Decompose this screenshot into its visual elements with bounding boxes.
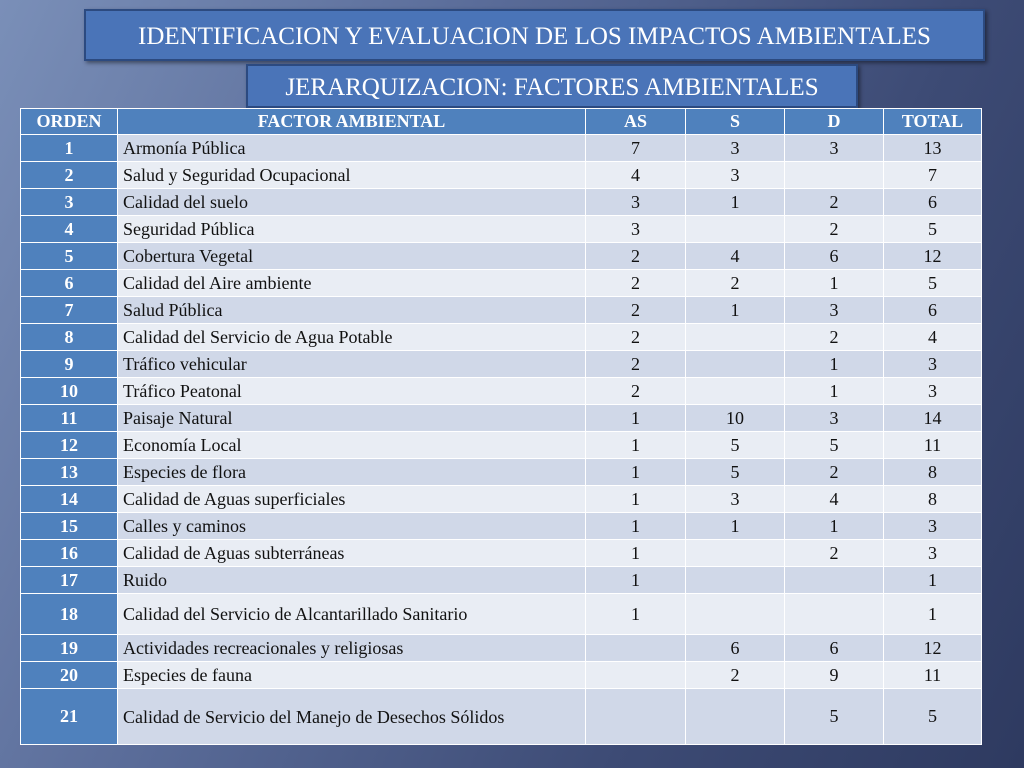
cell-d [785, 162, 884, 189]
cell-factor: Cobertura Vegetal [118, 243, 586, 270]
cell-factor: Calidad de Aguas subterráneas [118, 540, 586, 567]
cell-s [686, 378, 785, 405]
cell-orden: 10 [21, 378, 118, 405]
cell-as: 1 [586, 513, 686, 540]
cell-factor: Ruido [118, 567, 586, 594]
cell-orden: 19 [21, 635, 118, 662]
cell-orden: 6 [21, 270, 118, 297]
cell-total: 11 [884, 432, 982, 459]
cell-factor: Especies de fauna [118, 662, 586, 689]
table-row [21, 594, 982, 635]
cell-as: 1 [586, 594, 686, 635]
header-orden: ORDEN [21, 109, 118, 135]
cell-as [586, 689, 686, 745]
cell-total: 5 [884, 270, 982, 297]
cell-total: 13 [884, 135, 982, 162]
cell-orden: 2 [21, 162, 118, 189]
cell-total: 3 [884, 540, 982, 567]
cell-d: 4 [785, 486, 884, 513]
cell-factor: Salud y Seguridad Ocupacional [118, 162, 586, 189]
table-row [21, 662, 982, 689]
slide-subtitle: JERARQUIZACION: FACTORES AMBIENTALES [246, 64, 858, 108]
cell-d: 3 [785, 405, 884, 432]
cell-as: 1 [586, 567, 686, 594]
cell-s: 4 [686, 243, 785, 270]
cell-orden: 15 [21, 513, 118, 540]
cell-total: 6 [884, 189, 982, 216]
cell-d: 1 [785, 378, 884, 405]
cell-as: 1 [586, 540, 686, 567]
cell-orden: 4 [21, 216, 118, 243]
cell-d: 6 [785, 243, 884, 270]
cell-factor: Calidad del suelo [118, 189, 586, 216]
cell-factor: Especies de flora [118, 459, 586, 486]
cell-orden: 13 [21, 459, 118, 486]
cell-d: 2 [785, 540, 884, 567]
cell-d: 9 [785, 662, 884, 689]
cell-d: 3 [785, 297, 884, 324]
cell-orden: 16 [21, 540, 118, 567]
cell-orden: 12 [21, 432, 118, 459]
cell-factor: Calles y caminos [118, 513, 586, 540]
cell-as: 1 [586, 459, 686, 486]
cell-s: 1 [686, 513, 785, 540]
cell-as: 2 [586, 324, 686, 351]
cell-as: 2 [586, 243, 686, 270]
cell-total: 4 [884, 324, 982, 351]
cell-d: 5 [785, 432, 884, 459]
cell-d: 3 [785, 135, 884, 162]
table-row [21, 513, 982, 540]
table-row [21, 459, 982, 486]
header-factor-ambiental: FACTOR AMBIENTAL [118, 109, 586, 135]
cell-factor: Economía Local [118, 432, 586, 459]
cell-total: 8 [884, 486, 982, 513]
table-row [21, 351, 982, 378]
cell-s [686, 540, 785, 567]
cell-d: 1 [785, 351, 884, 378]
cell-orden: 8 [21, 324, 118, 351]
cell-s: 2 [686, 270, 785, 297]
cell-d: 6 [785, 635, 884, 662]
table-row [21, 486, 982, 513]
cell-d: 5 [785, 689, 884, 745]
cell-s: 5 [686, 459, 785, 486]
cell-orden: 20 [21, 662, 118, 689]
cell-factor: Actividades recreacionales y religiosas [118, 635, 586, 662]
table-row [21, 324, 982, 351]
cell-as: 2 [586, 270, 686, 297]
cell-orden: 9 [21, 351, 118, 378]
cell-d: 2 [785, 216, 884, 243]
table-row [21, 189, 982, 216]
cell-s: 2 [686, 662, 785, 689]
cell-d: 2 [785, 459, 884, 486]
table-row [21, 405, 982, 432]
cell-s [686, 324, 785, 351]
cell-total: 12 [884, 635, 982, 662]
cell-factor: Calidad del Servicio de Alcantarillado Sanitario [118, 594, 586, 635]
cell-as: 7 [586, 135, 686, 162]
cell-s: 3 [686, 486, 785, 513]
table-row [21, 567, 982, 594]
cell-s [686, 216, 785, 243]
table-row [21, 432, 982, 459]
table-row [21, 635, 982, 662]
cell-total: 3 [884, 351, 982, 378]
cell-s: 3 [686, 162, 785, 189]
factors-table [20, 108, 982, 745]
cell-s: 10 [686, 405, 785, 432]
cell-s: 3 [686, 135, 785, 162]
cell-factor: Calidad de Servicio del Manejo de Desechos Sólidos [118, 689, 586, 745]
cell-orden: 17 [21, 567, 118, 594]
cell-d [785, 567, 884, 594]
table-row [21, 689, 982, 745]
cell-s [686, 594, 785, 635]
cell-as: 4 [586, 162, 686, 189]
cell-factor: Calidad de Aguas superficiales [118, 486, 586, 513]
cell-d: 1 [785, 513, 884, 540]
cell-total: 3 [884, 513, 982, 540]
table-row [21, 162, 982, 189]
cell-d: 1 [785, 270, 884, 297]
table-row [21, 135, 982, 162]
cell-s: 5 [686, 432, 785, 459]
cell-total: 11 [884, 662, 982, 689]
cell-factor: Paisaje Natural [118, 405, 586, 432]
table-row [21, 216, 982, 243]
cell-total: 8 [884, 459, 982, 486]
cell-total: 5 [884, 689, 982, 745]
cell-orden: 18 [21, 594, 118, 635]
table-row [21, 270, 982, 297]
cell-s [686, 351, 785, 378]
cell-as: 3 [586, 189, 686, 216]
cell-total: 1 [884, 594, 982, 635]
cell-as: 3 [586, 216, 686, 243]
cell-as: 2 [586, 378, 686, 405]
cell-total: 1 [884, 567, 982, 594]
cell-as [586, 635, 686, 662]
cell-total: 5 [884, 216, 982, 243]
cell-orden: 14 [21, 486, 118, 513]
header-as: AS [586, 109, 686, 135]
cell-as: 1 [586, 432, 686, 459]
cell-factor: Tráfico Peatonal [118, 378, 586, 405]
header-d: D [785, 109, 884, 135]
cell-d: 2 [785, 189, 884, 216]
cell-total: 6 [884, 297, 982, 324]
cell-orden: 11 [21, 405, 118, 432]
cell-orden: 3 [21, 189, 118, 216]
table-row [21, 540, 982, 567]
cell-factor: Calidad del Aire ambiente [118, 270, 586, 297]
table-row [21, 297, 982, 324]
table-row [21, 378, 982, 405]
cell-orden: 5 [21, 243, 118, 270]
cell-factor: Calidad del Servicio de Agua Potable [118, 324, 586, 351]
cell-as: 2 [586, 351, 686, 378]
table-header-row [21, 109, 982, 135]
cell-factor: Tráfico vehicular [118, 351, 586, 378]
cell-total: 7 [884, 162, 982, 189]
cell-total: 12 [884, 243, 982, 270]
cell-s: 1 [686, 297, 785, 324]
cell-as [586, 662, 686, 689]
cell-factor: Armonía Pública [118, 135, 586, 162]
cell-as: 1 [586, 486, 686, 513]
cell-factor: Seguridad Pública [118, 216, 586, 243]
cell-orden: 7 [21, 297, 118, 324]
slide-title: IDENTIFICACION Y EVALUACION DE LOS IMPACTOS AMBIENTALES [84, 9, 985, 61]
cell-total: 3 [884, 378, 982, 405]
cell-d [785, 594, 884, 635]
header-s: S [686, 109, 785, 135]
cell-s [686, 567, 785, 594]
cell-s [686, 689, 785, 745]
cell-as: 2 [586, 297, 686, 324]
cell-orden: 1 [21, 135, 118, 162]
cell-as: 1 [586, 405, 686, 432]
cell-s: 6 [686, 635, 785, 662]
cell-factor: Salud Pública [118, 297, 586, 324]
cell-s: 1 [686, 189, 785, 216]
table-row [21, 243, 982, 270]
cell-d: 2 [785, 324, 884, 351]
cell-total: 14 [884, 405, 982, 432]
header-total: TOTAL [884, 109, 982, 135]
cell-orden: 21 [21, 689, 118, 745]
